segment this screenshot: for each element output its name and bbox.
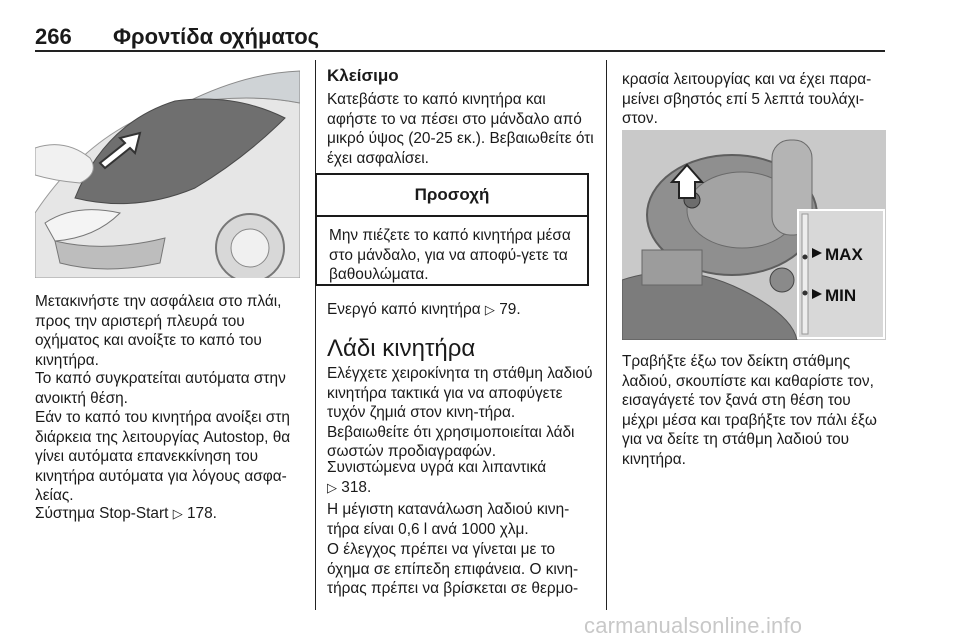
header-rule: [35, 50, 885, 52]
active-hood-link-text[interactable]: Ενεργό καπό κινητήρα: [327, 301, 481, 318]
watermark: carmanualsonline.info: [584, 613, 803, 638]
dipstick-min-label: MIN: [825, 286, 857, 305]
stop-start-link-text[interactable]: Σύστημα Stop-Start: [35, 505, 169, 522]
warning-title: Προσοχή: [317, 175, 587, 217]
page-ref-icon: ▷: [327, 479, 337, 495]
stop-start-page-ref[interactable]: 178.: [186, 505, 217, 522]
col3-paragraph-1: κρασία λειτουργίας και να έχει παρα‐μείνει σβηστός επί 5 λεπτά τουλάχι‐στον.: [622, 71, 872, 128]
warning-box: [315, 173, 589, 286]
page-ref-icon: ▷: [484, 302, 495, 317]
col2-paragraph-1: Κατεβάστε το καπό κινητήρα και αφήστε το να πέσει στο μάνδαλο από μικρό ύψος (20-25 εκ.). Βεβαιωθείτε ότι έχει ασφαλίσει.: [327, 91, 594, 167]
page-title: Φροντίδα οχήματος: [113, 24, 320, 49]
active-hood-page-ref[interactable]: 79.: [499, 301, 521, 318]
hood-release-illustration: [35, 63, 300, 278]
col2-paragraph-4: [327, 458, 595, 497]
col2-paragraph-2: [327, 300, 595, 320]
dipstick-max-label: MAX: [825, 245, 863, 264]
page-number: 266: [35, 24, 72, 49]
col3-paragraph-2: Τραβήξτε έξω τον δείκτη στάθμης λαδιού, σκουπίστε και καθαρίστε τον, εισαγάγετέ τον ξανά στη θέση του μέχρι μέσα και τραβήξτε τον πάλι έξω για να δείτε τη στάθμη λαδιού του κινητήρα.: [622, 353, 877, 468]
col2-paragraph-6: Ο έλεγχος πρέπει να γίνεται με το όχημα σε επίπεδη επιφάνεια. Ο κινη‐τήρας πρέπει να βρίσκεται σε θερμο‐: [327, 541, 579, 598]
column-divider-left: [315, 60, 316, 610]
dipstick-illustration: [622, 130, 886, 340]
col1-paragraph-3: Εάν το καπό του κινητήρα ανοίξει στη διάρκεια της λειτουργίας Autostop, θα γίνει αυτόματα επανεκκίνηση του κινητήρα αυτόματα για λόγους ασφα‐λείας.: [35, 409, 291, 505]
fluids-page-ref[interactable]: 318.: [341, 478, 372, 496]
col1-paragraph-4: [35, 504, 303, 524]
page-ref-icon: ▷: [172, 506, 183, 521]
col1-paragraph-1: Μετακινήστε την ασφάλεια στο πλάι, προς την αριστερή πλευρά του οχήματος και ανοίξτε το καπό του κινητήρα.: [35, 293, 282, 369]
col2-paragraph-5: Η μέγιστη κατανάλωση λαδιού κινη‐τήρα είναι 0,6 l ανά 1000 χλμ.: [327, 501, 570, 538]
section-heading-engine-oil: Λάδι κινητήρα: [327, 335, 476, 362]
fluids-link-text[interactable]: Συνιστώμενα υγρά και λιπαντικά: [327, 459, 547, 476]
column-divider-right: [606, 60, 607, 610]
col1-paragraph-2: Το καπό συγκρατείται αυτόματα στην ανοικτή θέση.: [35, 370, 286, 407]
warning-text: Μην πιέζετε το καπό κινητήρα μέσα στο μάνδαλο, για να αποφύ‐γετε τα βαθουλώματα.: [329, 227, 571, 284]
col2-paragraph-3: Ελέγχετε χειροκίνητα τη στάθμη λαδιού κινητήρα τακτικά για να αποφύγετε τυχόν ζημιά στον κινη‐τήρα. Βεβαιωθείτε ότι χρησιμοποιείται λάδι σωστών προδιαγραφών.: [327, 365, 593, 461]
section-subheading-closing: Κλείσιμο: [327, 66, 399, 85]
